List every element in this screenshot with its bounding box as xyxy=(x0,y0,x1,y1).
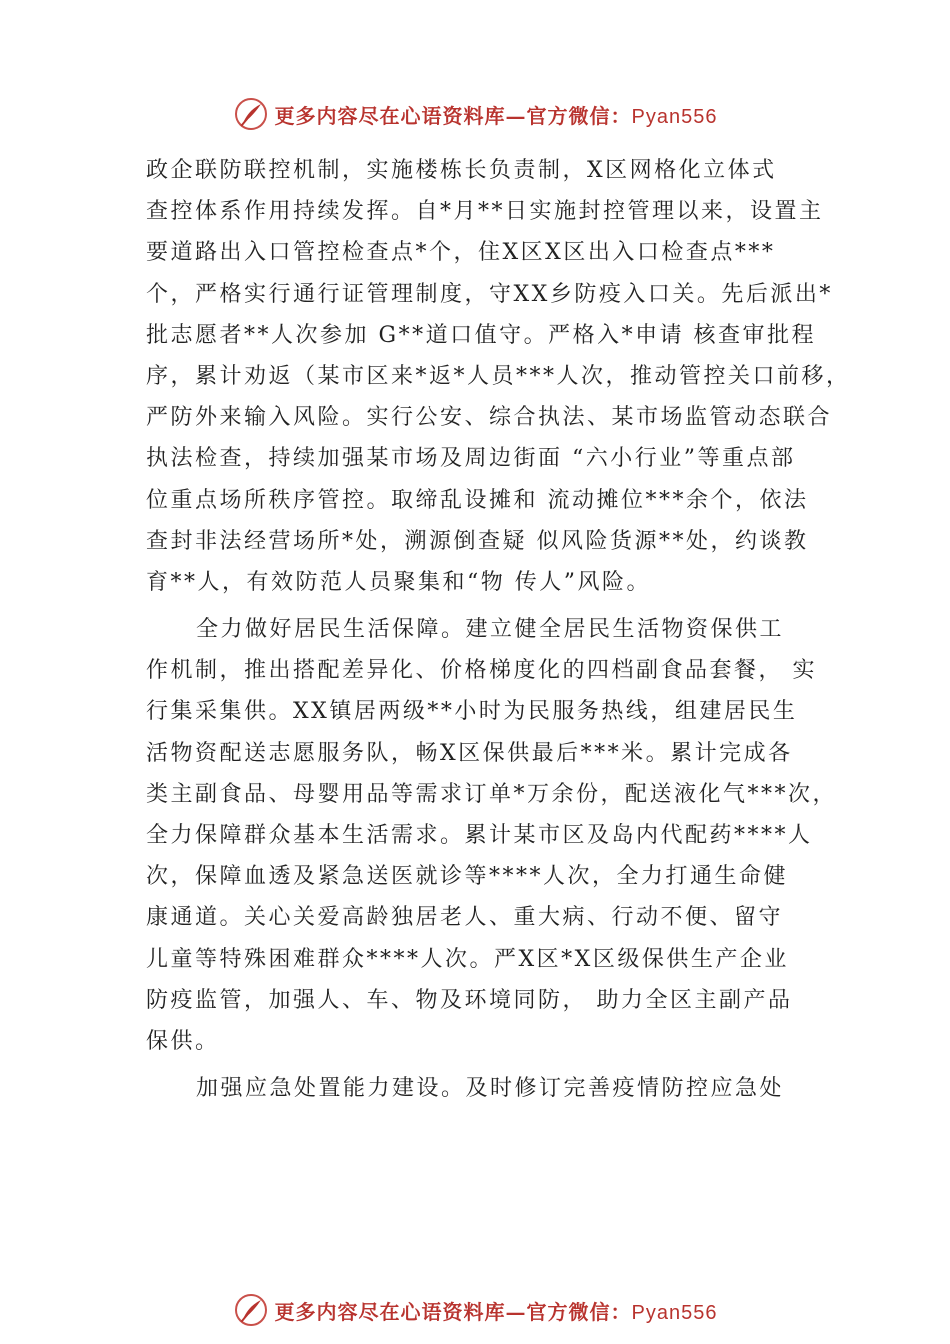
text-line: 个，严格实行通行证管理制度，守XX乡防疫入口关。先后派出* xyxy=(146,281,833,307)
header-wechat-id: Pyan556 xyxy=(631,105,718,128)
paragraph-1 xyxy=(146,150,851,603)
text-line: 查封非法经营场所*处，溯源倒查疑 似风险货源**处，约谈教 xyxy=(146,528,809,554)
text-line: 全力保障群众基本生活需求。累计某市区及岛内代配药****人 xyxy=(146,823,813,848)
feather-pen-logo-icon xyxy=(233,96,269,132)
text-line: 序，累计劝返（某市区来*返*人员***人次，推动管控关口前移， xyxy=(146,363,851,389)
footer-banner xyxy=(0,1290,950,1330)
text-line: 保供。 xyxy=(146,1028,220,1054)
text-line: 政企联防联控机制，实施楼栋长负责制，X区网格化立体式 xyxy=(146,158,777,183)
text-line: 要道路出入口管控检查点*个，住X区X区出入口检查点*** xyxy=(146,240,776,266)
paragraph-2 xyxy=(146,609,846,1062)
text-line: 康通道。关心关爱高龄独居老人、重大病、行动不便、留守 xyxy=(146,905,784,931)
text-line: 活物资配送志愿服务队，畅X区保供最后***米。累计完成各 xyxy=(146,740,793,766)
text-line: 执法检查，持续加强某市场及周边街面 “六小行业”等重点部 xyxy=(146,446,796,472)
text-line: 严防外来输入风险。实行公安、综合执法、某市场监管动态联合 xyxy=(146,405,833,431)
text-line: 位重点场所秩序管控。取缔乱设摊和 流动摊位***余个，依法 xyxy=(146,487,809,513)
feather-pen-logo-icon xyxy=(233,1292,269,1328)
text-line: 育**人，有效防范人员聚集和“物 传人”风险。 xyxy=(146,569,651,595)
text-line: 防疫监管，加强人、车、物及环境同防， 助力全区主副产品 xyxy=(146,987,793,1013)
text-line: 儿童等特殊困难群众****人次。严X区*X区级保供生产企业 xyxy=(146,946,789,972)
text-line: 加强应急处置能力建设。及时修订完善疫情防控应急处 xyxy=(196,1076,785,1102)
text-line: 批志愿者**人次参加 G**道口值守。严格入*申请 核查审批程 xyxy=(146,322,817,348)
header-banner xyxy=(0,94,950,134)
footer-banner-text: 更多内容尽在心语资料库—官方微信：Pyan556 xyxy=(274,1299,718,1324)
text-line: 类主副食品、母婴用品等需求订单*万余份，配送液化气***次， xyxy=(146,781,838,807)
header-banner-text: 更多内容尽在心语资料库—官方微信：Pyan556 xyxy=(274,103,718,128)
document-body xyxy=(146,150,851,1109)
text-line: 行集采集供。XX镇居两级**小时为民服务热线，组建居民生 xyxy=(146,699,798,725)
text-line: 全力做好居民生活保障。建立健全居民生活物资保供工 xyxy=(196,617,785,643)
text-line: 查控体系作用持续发挥。自*月**日实施封控管理以来，设置主 xyxy=(146,199,824,225)
text-line: 作机制，推出搭配差异化、价格梯度化的四档副食品套餐， 实 xyxy=(146,658,817,684)
footer-wechat-id: Pyan556 xyxy=(631,1301,718,1324)
paragraph-3 xyxy=(146,1068,846,1109)
text-line: 次，保障血透及紧急送医就诊等****人次，全力打通生命健 xyxy=(146,864,789,890)
